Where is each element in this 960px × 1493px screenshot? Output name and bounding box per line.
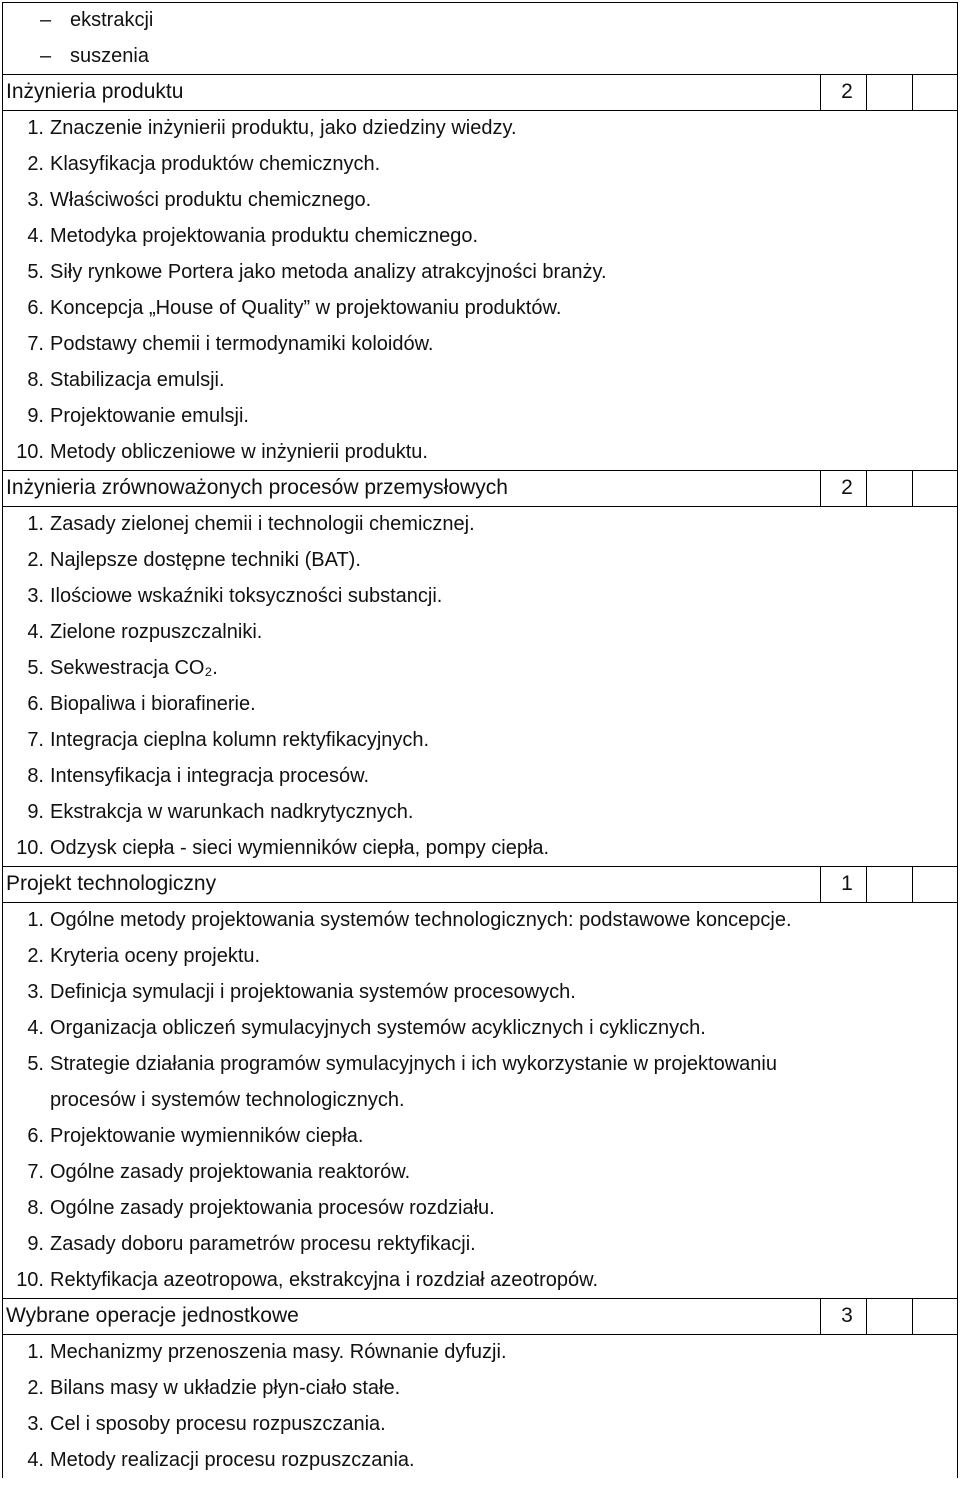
list-item-text: Organizacja obliczeń symulacyjnych systemów acyklicznych i cyklicznych. (50, 1017, 706, 1039)
list-item-number: 5. (27, 1053, 44, 1075)
list-item-text: Zasady doboru parametrów procesu rektyfikacji. (50, 1233, 476, 1255)
list-item-text: Ogólne zasady projektowania reaktorów. (50, 1161, 411, 1183)
list-item-number: 6. (27, 1125, 44, 1147)
list-item-number: 5. (27, 657, 44, 679)
list-item-text: Projektowanie wymienników ciepła. (50, 1125, 364, 1147)
list-item-number: 10. (16, 1269, 44, 1291)
list-item-number: 2. (27, 153, 44, 175)
list-item-number: 8. (27, 1197, 44, 1219)
header-cell-divider (912, 470, 913, 506)
table-top-border (2, 2, 957, 3)
section-title: Projekt technologiczny (6, 872, 217, 895)
list-item-text: Metody realizacji procesu rozpuszczania. (50, 1449, 415, 1471)
list-item-number: 7. (27, 1161, 44, 1183)
section-value: 1 (841, 872, 853, 895)
list-item-number: 9. (27, 801, 44, 823)
intro-item-text: suszenia (70, 45, 149, 67)
header-cell-divider (912, 74, 913, 110)
list-item-text: Stabilizacja emulsji. (50, 369, 225, 391)
header-cell-divider (866, 1298, 867, 1334)
list-item-text: Definicja symulacji i projektowania systemów procesowych. (50, 981, 576, 1003)
list-item-number: 7. (27, 729, 44, 751)
list-item-text: Ogólne metody projektowania systemów technologicznych: podstawowe koncepcje. (50, 909, 792, 931)
list-item-number: 4. (27, 225, 44, 247)
list-item-number: 3. (27, 585, 44, 607)
list-item-number: 3. (27, 1413, 44, 1435)
list-item-text: Bilans masy w układzie płyn-ciało stałe. (50, 1377, 401, 1399)
list-item-text: Biopaliwa i biorafinerie. (50, 693, 256, 715)
list-item-number: 2. (27, 1377, 44, 1399)
list-item-text: Ilościowe wskaźniki toksyczności substancji. (50, 585, 443, 607)
list-item-number: 5. (27, 261, 44, 283)
list-item-number: 9. (27, 405, 44, 427)
intro-item-text: ekstrakcji (70, 9, 154, 31)
list-item-number: 1. (27, 909, 44, 931)
list-item-text: Ogólne zasady projektowania procesów rozdziału. (50, 1197, 495, 1219)
header-cell-divider (820, 866, 821, 902)
list-item-number: 10. (16, 837, 44, 859)
intro-list-item (40, 38, 149, 74)
list-item-text: Strategie działania programów symulacyjnych i ich wykorzystanie w projektowaniu (50, 1053, 777, 1075)
list-item-text: Podstawy chemii i termodynamiki koloidów. (50, 333, 434, 355)
list-item-number: 1. (27, 1341, 44, 1363)
list-item-text: Projektowanie emulsji. (50, 405, 249, 427)
dash-bullet: – (40, 9, 52, 31)
table-left-border (2, 2, 3, 1478)
list-item-text: Ekstrakcja w warunkach nadkrytycznych. (50, 801, 414, 823)
list-item-text: Najlepsze dostępne techniki (BAT). (50, 549, 361, 571)
list-item-number: 3. (27, 189, 44, 211)
dash-bullet: – (40, 45, 52, 67)
list-item-text: Zielone rozpuszczalniki. (50, 621, 263, 643)
list-item-number: 6. (27, 693, 44, 715)
section-title: Wybrane operacje jednostkowe (6, 1304, 299, 1327)
section-value: 2 (841, 476, 853, 499)
list-item-text: Integracja cieplna kolumn rektyfikacyjnych. (50, 729, 430, 751)
header-cell-divider (866, 470, 867, 506)
list-item-number: 8. (27, 765, 44, 787)
list-item-text: Odzysk ciepła - sieci wymienników ciepła, pompy ciepła. (50, 837, 550, 859)
list-item-number: 4. (27, 1449, 44, 1471)
list-item-number: 1. (27, 513, 44, 535)
list-item-number: 4. (27, 621, 44, 643)
list-item-text: Siły rynkowe Portera jako metoda analizy atrakcyjności branży. (50, 261, 607, 283)
list-item-number: 2. (27, 945, 44, 967)
list-item-text: Mechanizmy przenoszenia masy. Równanie dyfuzji. (50, 1341, 507, 1363)
list-item-text: Kryteria oceny projektu. (50, 945, 261, 967)
section-value: 2 (841, 80, 853, 103)
header-cell-divider (866, 74, 867, 110)
header-cell-divider (912, 866, 913, 902)
list-item-number: 9. (27, 1233, 44, 1255)
table-right-border (957, 2, 958, 1478)
section-title: Inżynieria zrównoważonych procesów przemysłowych (6, 476, 508, 499)
list-item-text: procesów i systemów technologicznych. (50, 1089, 405, 1111)
list-item-text: Właściwości produktu chemicznego. (50, 189, 372, 211)
list-item-text: Zasady zielonej chemii i technologii chemicznej. (50, 513, 475, 535)
header-cell-divider (820, 1298, 821, 1334)
list-item-text: Cel i sposoby procesu rozpuszczania. (50, 1413, 386, 1435)
header-cell-divider (820, 470, 821, 506)
list-item-number: 7. (27, 333, 44, 355)
list-item-number: 10. (16, 441, 44, 463)
list-item-text: Metodyka projektowania produktu chemicznego. (50, 225, 479, 247)
list-item-number: 8. (27, 369, 44, 391)
section-title: Inżynieria produktu (6, 80, 184, 103)
section-value: 3 (841, 1304, 853, 1327)
list-item-number: 6. (27, 297, 44, 319)
list-item-text: Sekwestracja CO₂. (50, 657, 218, 679)
list-item-number: 4. (27, 1017, 44, 1039)
list-item-text: Koncepcja „House of Quality” w projektowaniu produktów. (50, 297, 562, 319)
intro-list-item (40, 2, 153, 38)
list-item-number: 3. (27, 981, 44, 1003)
list-item-text: Klasyfikacja produktów chemicznych. (50, 153, 381, 175)
header-cell-divider (912, 1298, 913, 1334)
header-cell-divider (820, 74, 821, 110)
list-item-text: Znaczenie inżynierii produktu, jako dziedziny wiedzy. (50, 117, 517, 139)
header-cell-divider (866, 866, 867, 902)
list-item-number: 2. (27, 549, 44, 571)
list-item-text: Rektyfikacja azeotropowa, ekstrakcyjna i rozdział azeotropów. (50, 1269, 599, 1291)
list-item-text: Metody obliczeniowe w inżynierii produktu. (50, 441, 428, 463)
list-item-text: Intensyfikacja i integracja procesów. (50, 765, 370, 787)
list-item-number: 1. (27, 117, 44, 139)
